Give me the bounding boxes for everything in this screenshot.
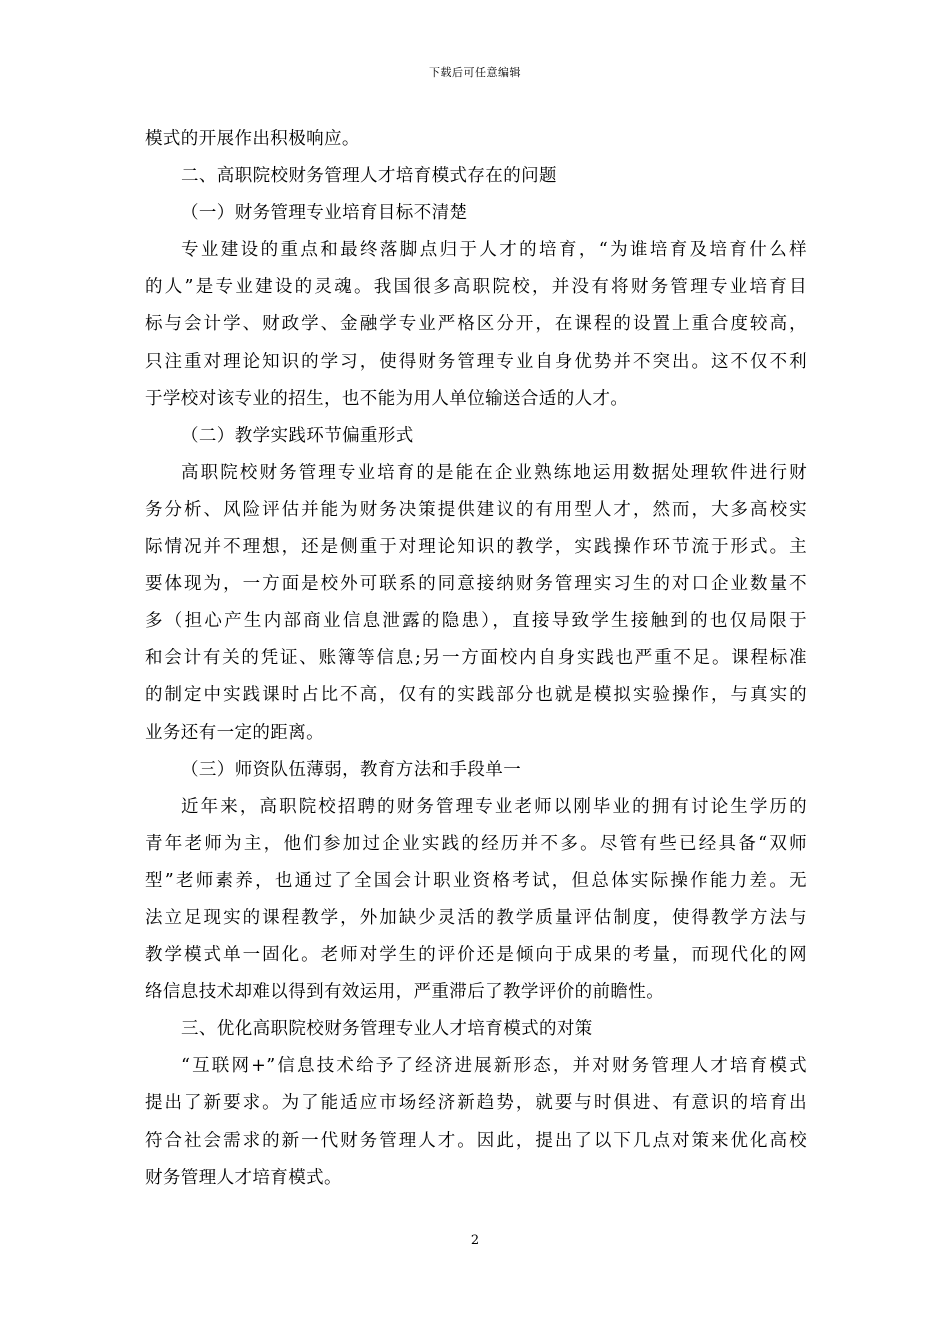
text-line: 财务管理人才培育模式。 <box>145 1167 342 1188</box>
subsection-heading: （二）教学实践环节偏重形式 <box>181 425 414 446</box>
text-line: 模式的开展作出积极响应。 <box>145 129 360 149</box>
page-number: 2 <box>470 1233 480 1248</box>
text-line: 络信息技术却难以得到有效运用，严重滞后了教学评价的前瞻性。 <box>145 982 665 1003</box>
text-line: 教学模式单一固化。老师对学生的评价还是倾向于成果的考量，而现代化的网 <box>145 945 807 966</box>
text-line: 多（担心产生内部商业信息泄露的隐患），直接导致学生接触到的也仅局限于 <box>145 611 807 632</box>
subsection-heading: （三）师资队伍薄弱，教育方法和手段单一 <box>181 759 522 780</box>
text-line: 只注重对理论知识的学习，使得财务管理专业自身优势并不突出。这不仅不利 <box>145 351 807 372</box>
text-line: 和会计有关的凭证、账簿等信息;另一方面校内自身实践也严重不足。课程标准 <box>145 648 807 669</box>
text-line: 青年老师为主，他们参加过企业实践的经历并不多。尽管有些已经具备“双师 <box>145 833 807 854</box>
text-line: 际情况并不理想，还是侧重于对理论知识的教学，实践操作环节流于形式。主 <box>145 537 807 558</box>
text-line: 要体现为，一方面是校外可联系的同意接纳财务管理实习生的对口企业数量不 <box>145 574 807 595</box>
text-line: 型”老师素养，也通过了全国会计职业资格考试，但总体实际操作能力差。无 <box>145 870 807 891</box>
text-line: 务分析、风险评估并能为财务决策提供建议的有用型人才，然而，大多高校实 <box>145 499 807 520</box>
text-line: 业务还有一定的距离。 <box>145 722 324 743</box>
text-line: 符合社会需求的新一代财务管理人才。因此，提出了以下几点对策来优化高校 <box>145 1130 807 1151</box>
subsection-heading: （一）财务管理专业培育目标不清楚 <box>181 203 468 224</box>
text-line: 的人”是专业建设的灵魂。我国很多高职院校，并没有将财务管理专业培育目 <box>145 277 807 298</box>
document-body <box>145 121 807 1197</box>
text-line: 于学校对该专业的招生，也不能为用人单位输送合适的人才。 <box>145 388 629 409</box>
text-line: 标与会计学、财政学、金融学专业严格区分开，在课程的设置上重合度较高， <box>145 314 807 335</box>
text-line: 提出了新要求。为了能适应市场经济新趋势，就要与时俱进、有意识的培育出 <box>145 1093 807 1114</box>
text-line: 高职院校财务管理专业培育的是能在企业熟练地运用数据处理软件进行财 <box>181 462 807 483</box>
text-line: 法立足现实的课程教学，外加缺少灵活的教学质量评估制度，使得教学方法与 <box>145 907 807 928</box>
text-line: 专业建设的重点和最终落脚点归于人才的培育，“为谁培育及培育什么样 <box>181 240 807 261</box>
text-line: “互联网+”信息技术给予了经济进展新形态，并对财务管理人才培育模式 <box>181 1056 807 1077</box>
section-heading: 二、高职院校财务管理人才培育模式存在的问题 <box>181 166 557 187</box>
text-line: 近年来，高职院校招聘的财务管理专业老师以刚毕业的拥有讨论生学历的 <box>181 796 807 817</box>
section-heading: 三、优化高职院校财务管理专业人才培育模式的对策 <box>181 1019 593 1040</box>
text-line: 的制定中实践课时占比不高，仅有的实践部分也就是模拟实验操作，与真实的 <box>145 685 807 706</box>
page-header: 下载后可任意编辑 <box>429 66 521 79</box>
